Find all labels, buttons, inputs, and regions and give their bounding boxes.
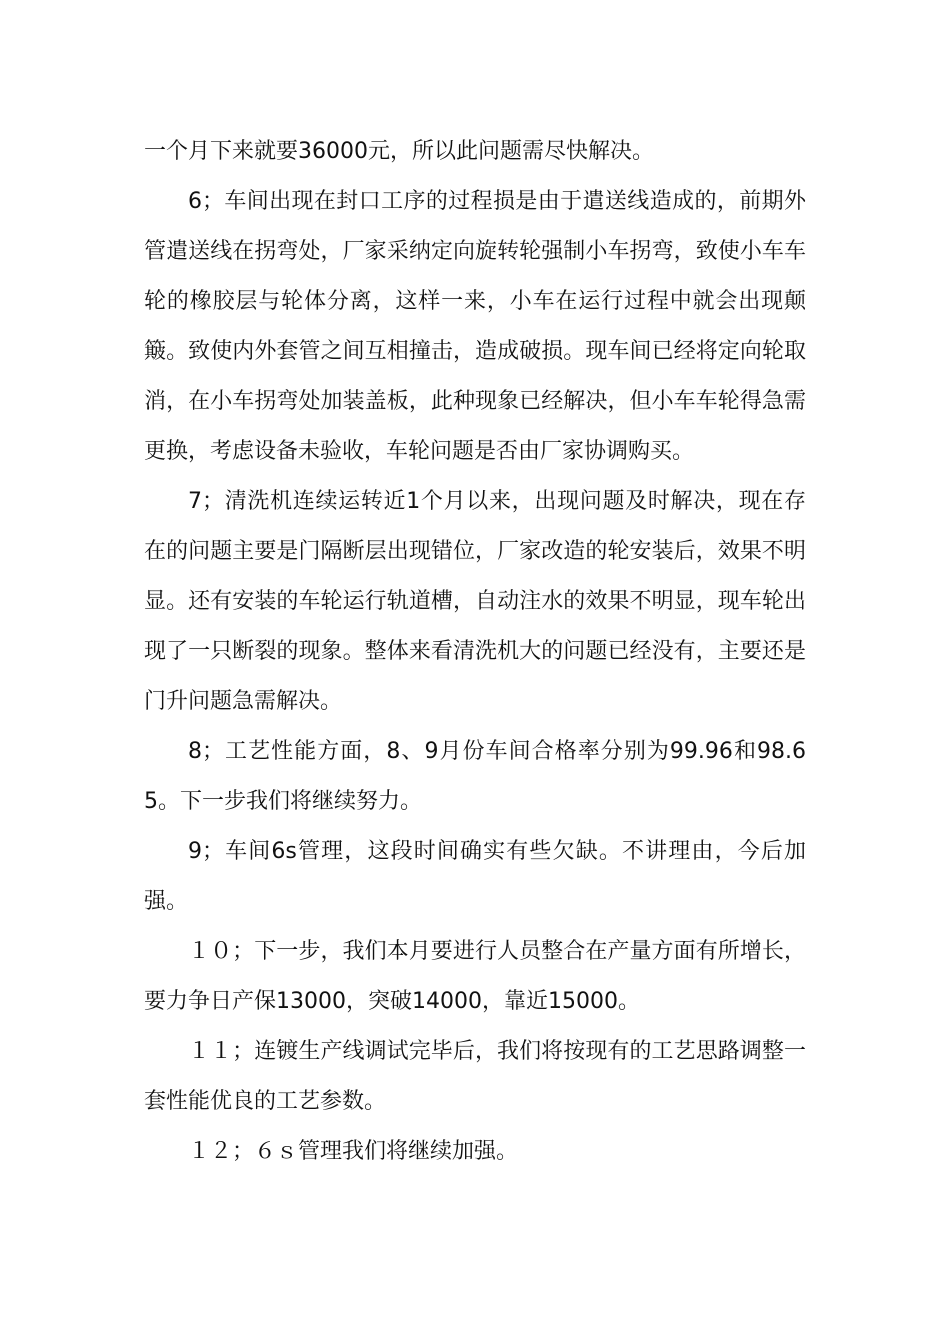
paragraph-item-12: １２；６ｓ管理我们将继续加强。 (188, 1139, 519, 1164)
paragraph-item-11: １１；连镀生产线调试完毕后，我们将按现有的工艺思路调整一套性能优良的工艺参数。 (144, 1039, 806, 1114)
paragraph-item-10: １０；下一步，我们本月要进行人员整合在产量方面有所增长，要力争日产保13000，突破14000，靠近15000。 (144, 939, 806, 1014)
paragraph-item-7: 7；清洗机连续运转近1个月以来，出现问题及时解决，现在存在的问题主要是门隔断层出现错位，厂家改造的轮安装后，效果不明显。还有安装的车轮运行轨道槽，自动注水的效果不明显，现车轮出现了一只断裂的现象。整体来看清洗机大的问题已经没有，主要还是门升问题急需解决。 (144, 489, 806, 714)
paragraph-item-6: 6；车间出现在封口工序的过程损是由于遣送线造成的，前期外管遣送线在拐弯处，厂家采纳定向旋转轮强制小车拐弯，致使小车车轮的橡胶层与轮体分离，这样一来，小车在运行过程中就会出现颠簸。致使内外套管之间互相撞击，造成破损。现车间已经将定向轮取消，在小车拐弯处加装盖板，此种现象已经解决，但小车车轮得急需更换，考虑设备未验收，车轮问题是否由厂家协调购买。 (144, 189, 806, 464)
paragraph-item-8: 8；工艺性能方面，8、9月份车间合格率分别为99.96和98.65。下一步我们将继续努力。 (144, 739, 806, 814)
paragraph-item-9: 9；车间6s管理，这段时间确实有些欠缺。不讲理由，今后加强。 (144, 839, 806, 914)
paragraph-continuation: 一个月下来就要36000元，所以此问题需尽快解决。 (144, 139, 654, 164)
document-body (144, 127, 806, 1177)
